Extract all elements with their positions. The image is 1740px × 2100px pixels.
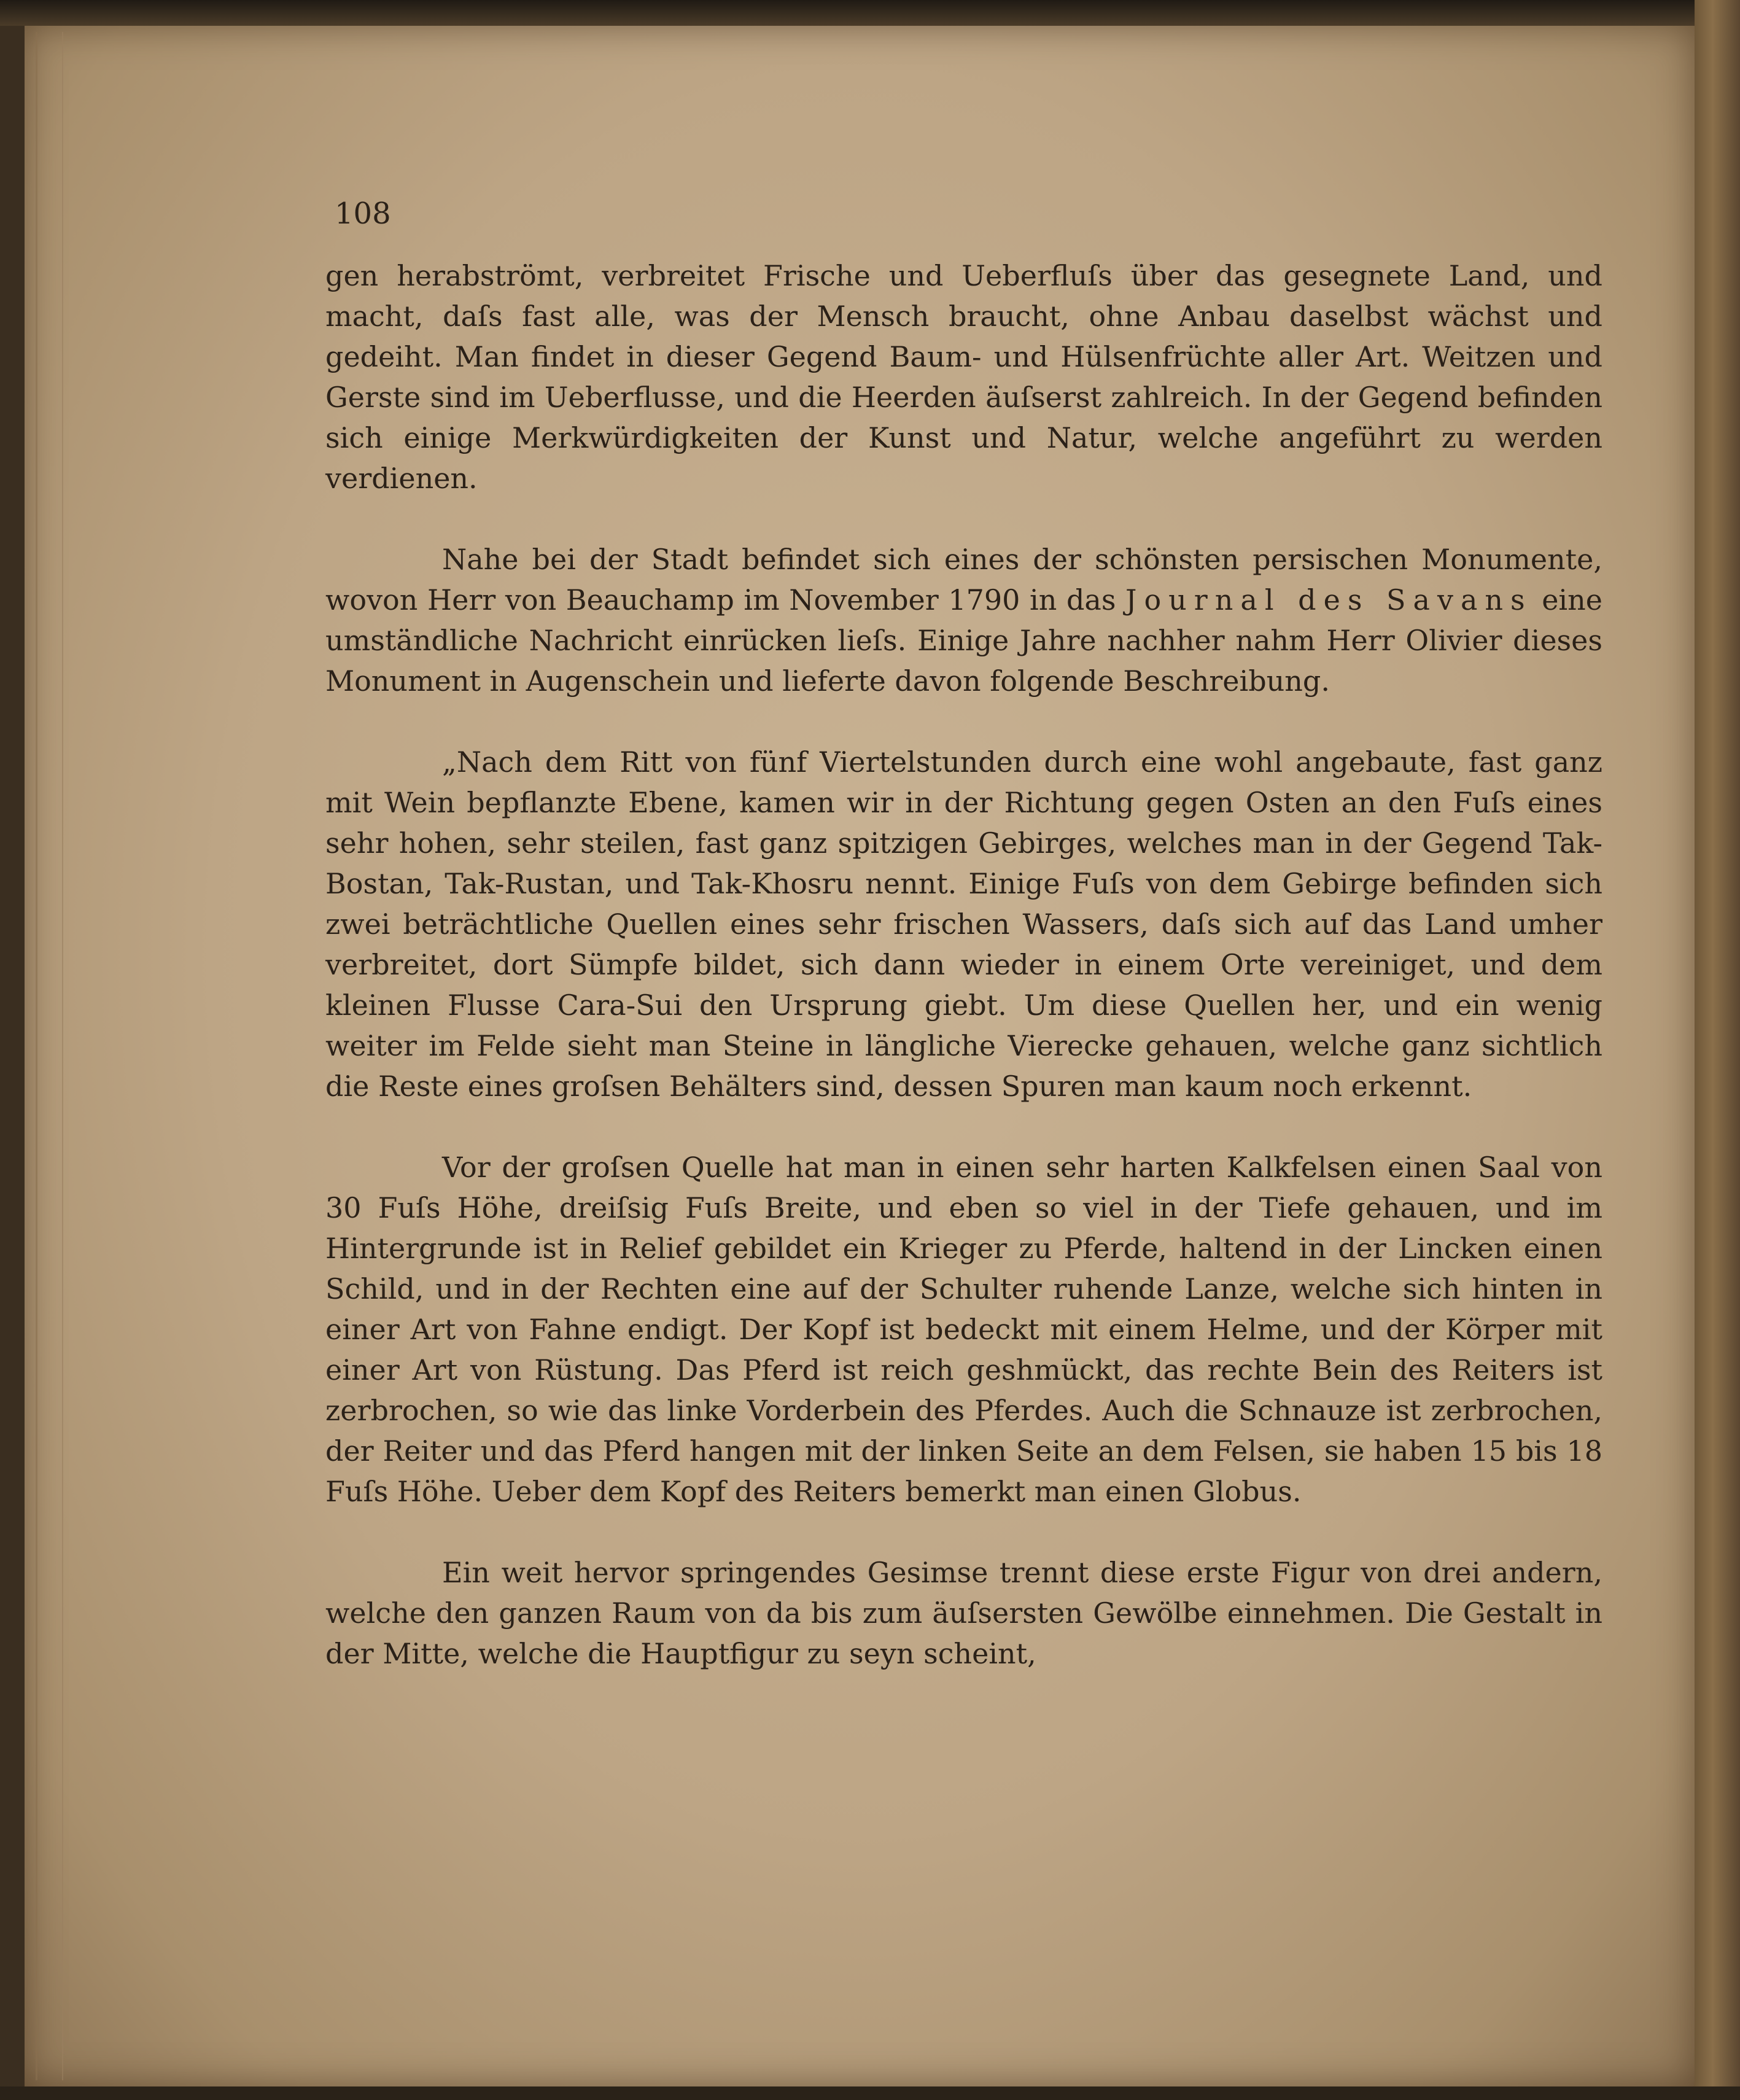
book-spine-edge [1695, 0, 1740, 2100]
paragraph-1: gen herabströmt, verbreitet Frische und Ueberfluſs über das gesegnete Land, und macht, daſs fast alle, was der Mensch braucht, ohne Anbau daselbst wächst und gedeiht. Man findet in dieser Gegend Baum- und Hülsenfrüchte aller Art. Weitzen und Gerste sind im Ueberflusse, und die Heerden äuſserst zahlreich. In der Gegend befinden sich einige Merkwürdigkeiten der Kunst und Natur, welche angeführt zu werden verdienen. [325, 259, 1602, 495]
scan-top-edge [0, 0, 1740, 26]
paragraph-2-part-1: Nahe bei der Stadt befindet sich eines der schönsten persischen Monumente, wovon Herr von Beauchamp im November 1790 in das [325, 543, 1602, 616]
paragraph-3: „Nach dem Ritt von fünf Viertelstunden durch eine wohl angebaute, fast ganz mit Wein bepflanzte Ebene, kamen wir in der Richtung gegen Osten an den Fuſs eines sehr hohen, sehr steilen, fast ganz spitzigen Gebirges, welches man in der Gegend Tak-Bostan, Tak-Rustan, und Tak-Khosru nennt. Einige Fuſs von dem Gebirge befinden sich zwei beträchtliche Quellen eines sehr frischen Wassers, daſs sich auf das Land umher verbreitet, dort Sümpfe bildet, sich dann wieder in einem Orte vereiniget, und dem kleinen Flusse Cara-Sui den Ursprung giebt. Um diese Quellen her, und ein wenig weiter im Felde sieht man Steine in längliche Vierecke gehauen, welche ganz sichtlich die Reste eines groſsen Behälters sind, dessen Spuren man kaum noch erkennt. [325, 745, 1602, 1103]
body-text [325, 196, 1602, 1674]
journal-title: Journal des Savans [1125, 583, 1532, 616]
scan-bottom-edge [0, 2086, 1740, 2100]
paragraph-4: Vor der groſsen Quelle hat man in einen sehr harten Kalkfelsen einen Saal von 30 Fuſs Höhe, dreiſsig Fuſs Breite, und eben so viel in der Tiefe gehauen, und im Hintergrunde ist in Relief gebildet ein Krieger zu Pferde, haltend in der Lincken einen Schild, und in der Rechten eine auf der Schulter ruhende Lanze, welche sich hinten in einer Art von Fahne endigt. Der Kopf ist bedeckt mit einem Helme, und der Körper mit einer Art von Rüstung. Das Pferd ist reich geshmückt, das rechte Bein des Reiters ist zerbrochen, so wie das linke Vorderbein des Pferdes. Auch die Schnauze ist zerbrochen, der Reiter und das Pferd hangen mit der linken Seite an dem Felsen, sie haben 15 bis 18 Fuſs Höhe. Ueber dem Kopf des Reiters bemerkt man einen Globus. [325, 1151, 1602, 1508]
paragraph-5: Ein weit hervor springendes Gesimse trennt diese erste Figur von drei andern, welche den ganzen Raum von da bis zum äuſsersten Gewölbe einnehmen. Die Gestalt in der Mitte, welche die Hauptfigur zu seyn scheint, [325, 1556, 1602, 1670]
paragraph-2-part-2: eine umständliche Nachricht einrücken lieſs. Einige Jahre nachher nahm Herr Olivier dieses Monument in Augenschein und lieferte davon folgende Beschreibung. [325, 583, 1602, 698]
page-number: 108 [335, 196, 391, 231]
paragraph-2 [325, 539, 1602, 701]
